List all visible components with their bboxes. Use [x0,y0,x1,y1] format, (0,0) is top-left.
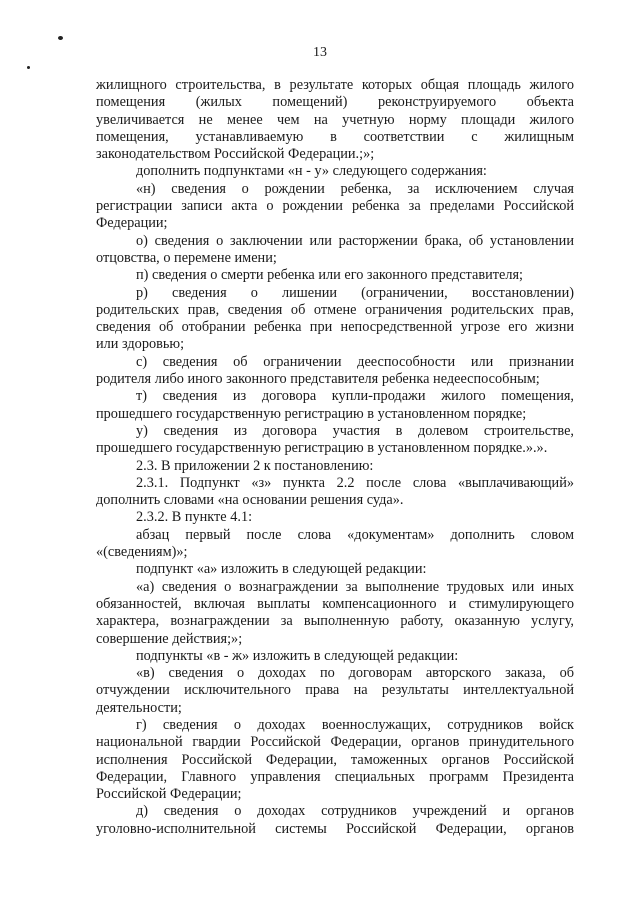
text-line: п) сведения о смерти ребенка или его законного представителя; [136,267,523,284]
text-line: законодательством Российской Федерации.;»; [96,146,375,163]
text-line: подпункты «в - ж» изложить в следующей редакции: [136,647,459,664]
text-line: «(сведениям)»; [96,544,188,561]
text-line: помещения (жилых помещений) реконструируемого объекта [96,94,574,111]
text-line: о) сведения о заключении или расторжении брака, об установлении [136,232,574,249]
text-line: сведения об отобрании ребенка при непосредственной угрозе его жизни [96,319,574,336]
text-line: увеличивается не менее чем на учетную норму площади жилого [96,111,574,128]
text-line: исполнения Российской Федерации, таможенных органов Российской [96,751,574,768]
text-line: регистрации записи акта о рождении ребенка за пределами Российской [96,198,574,215]
text-line: д) сведения о доходах сотрудников учреждений и органов [136,803,574,820]
text-line: родительских прав, сведения об отмене ограничения родительских прав, [96,301,574,318]
text-line: прошедшего государственную регистрацию в установленном порядке.».». [96,440,548,457]
text-line: Федерации; [96,215,168,232]
text-line: г) сведения о доходах военнослужащих, сотрудников войск [136,716,574,733]
text-line: совершение действия;»; [96,630,243,647]
scan-dot-mark [27,66,30,69]
text-line: уголовно-исполнительной системы Российской Федерации, органов [96,820,574,837]
text-line: характера, вознаграждении за выполненную работу, оказанную услугу, [96,613,574,630]
text-line: у) сведения из договора участия в долевом строительстве, [136,422,574,439]
text-line: отчуждении исключительного права на результаты интеллектуальной [96,682,574,699]
text-line: жилищного строительства, в результате которых общая площадь жилого [96,77,574,93]
text-line: 2.3.1. Подпункт «з» пункта 2.2 после слова «выплачивающий» [136,474,574,491]
text-line: дополнить подпунктами «н - у» следующего содержания: [136,163,487,180]
text-line: помещения, устанавливаемую в соответствии с жилищным [96,128,574,145]
text-line: «а) сведения о вознаграждении за выполнение трудовых или иных [136,578,574,595]
text-line: отцовства, о перемене имени; [96,249,277,266]
text-line: с) сведения об ограничении дееспособности или признании [136,353,574,370]
text-line: «н) сведения о рождении ребенка, за исключением случая [136,180,574,197]
text-line: обязанностей, включая выплаты компенсационного и стимулирующего [96,595,574,612]
document-body [96,77,574,838]
text-line: деятельности; [96,699,182,716]
text-line: «в) сведения о доходах по договорам авторского заказа, об [136,665,574,682]
text-line: абзац первый после слова «документам» дополнить словом [136,526,574,543]
text-line: или здоровью; [96,336,185,353]
text-line: национальной гвардии Российской Федерации, органов принудительного [96,734,574,751]
text-line: 2.3.2. В пункте 4.1: [136,509,253,526]
text-line: 2.3. В приложении 2 к постановлению: [136,457,374,474]
text-line: Российской Федерации; [96,786,242,803]
text-line: прошедшего государственную регистрацию в установленном порядке; [96,405,527,422]
scan-dot-mark [58,36,63,40]
text-line: родителя либо иного законного представителя ребенка недееспособным; [96,371,540,388]
text-line: р) сведения о лишении (ограничении, восстановлении) [136,284,574,301]
page-number: 13 [313,45,327,60]
text-line: дополнить словами «на основании решения суда». [96,492,404,509]
text-line: т) сведения из договора купли-продажи жилого помещения, [136,388,574,405]
text-line: Федерации, Главного управления специальных программ Президента [96,768,574,785]
text-line: подпункт «а» изложить в следующей редакции: [136,561,427,578]
